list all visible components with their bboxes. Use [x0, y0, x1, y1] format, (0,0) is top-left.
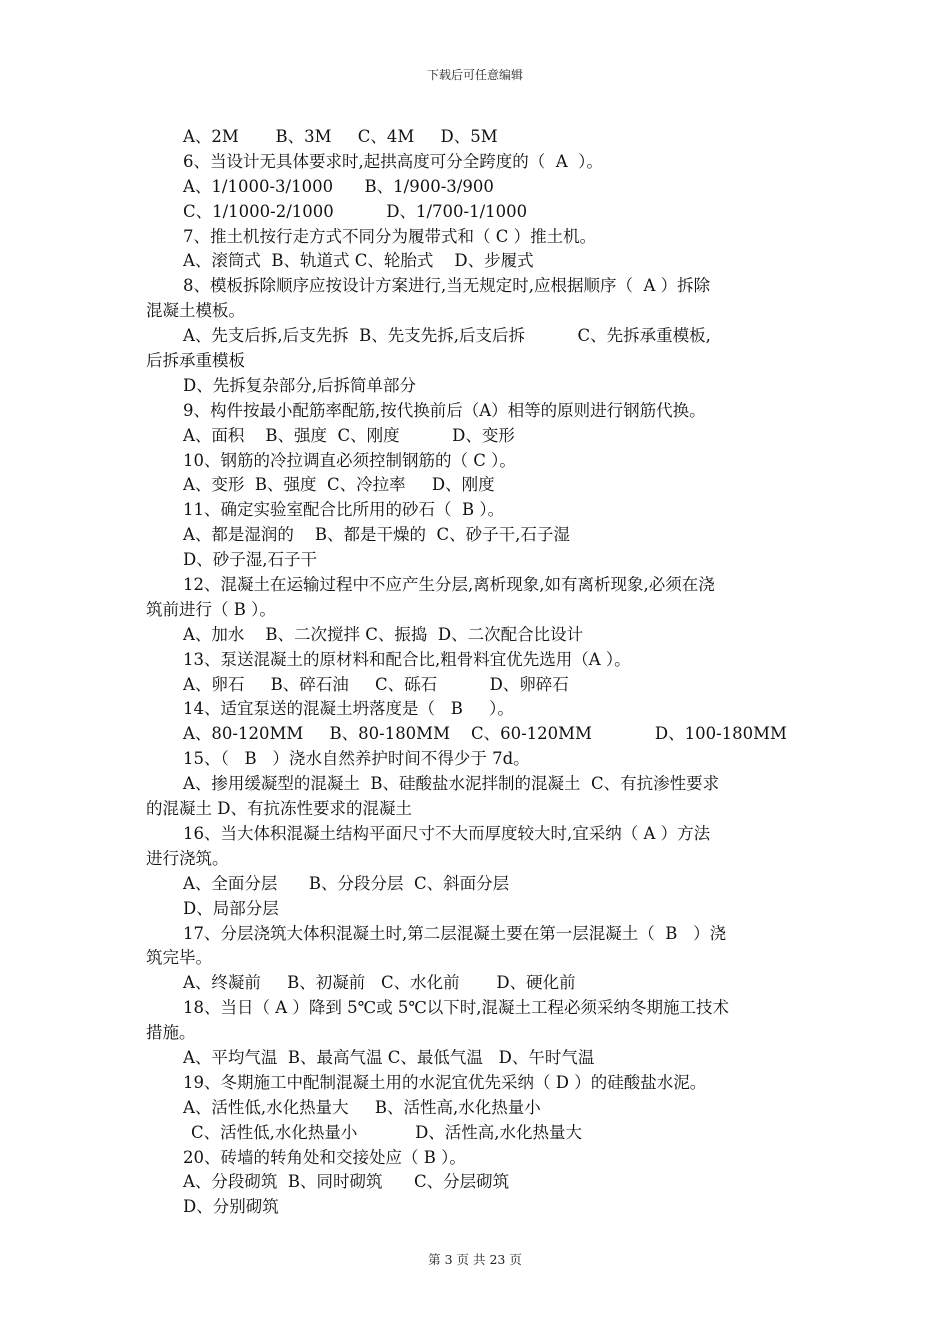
text-line: 进行浇筑。: [146, 848, 229, 868]
text-line: 9、构件按最小配筋率配筋,按代换前后（A）相等的原则进行钢筋代换。: [183, 400, 706, 420]
text-line: A、80-120MM B、80-180MM C、60-120MM D、100-180MM: [183, 724, 787, 744]
text-line: 筑前进行（ B ）。: [146, 599, 276, 619]
text-line: A、终凝前 B、初凝前 C、水化前 D、硬化前: [183, 973, 576, 993]
text-line: A、变形 B、强度 C、冷拉率 D、刚度: [183, 475, 495, 495]
text-line: C、1/1000-2/1000 D、1/700-1/1000: [183, 201, 528, 221]
text-line: 6、当设计无具体要求时,起拱高度可分全跨度的（ A ）。: [183, 151, 603, 171]
page-footer: 第 3 页 共 23 页: [428, 1252, 522, 1267]
text-line: A、全面分层 B、分段分层 C、斜面分层: [183, 873, 510, 893]
text-line: 8、模板拆除顺序应按设计方案进行,当无规定时,应根据顺序（ A ）拆除: [183, 276, 711, 296]
text-line: D、局部分层: [183, 898, 279, 918]
text-line: A、2M B、3M C、4M D、5M: [183, 127, 498, 146]
page-header: 下载后可任意编辑: [426, 68, 523, 82]
text-line: 后拆承重模板: [146, 351, 245, 371]
text-line: 20、砖墙的转角处和交接处应（ B ）。: [183, 1147, 466, 1167]
text-line: 19、冬期施工中配制混凝土用的水泥宜优先采纳（ D ）的硅酸盐水泥。: [183, 1072, 707, 1092]
text-line: 筑完毕。: [146, 948, 212, 968]
text-line: 15、（ B ）浇水自然养护时间不得少于 7d。: [183, 749, 530, 769]
text-line: A、都是湿润的 B、都是干燥的 C、砂子干,石子湿: [183, 525, 570, 545]
text-line: D、分别砌筑: [183, 1197, 279, 1217]
text-line: D、先拆复杂部分,后拆简单部分: [183, 375, 416, 395]
text-line: 12、混凝土在运输过程中不应产生分层,离析现象,如有离析现象,必须在浇: [183, 575, 715, 595]
text-line: 14、适宜泵送的混凝土坍落度是（ B ）。: [183, 699, 514, 719]
text-line: 16、当大体积混凝土结构平面尺寸不大而厚度较大时,宜采纳（ A ）方法: [183, 823, 711, 843]
text-line: 的混凝土 D、有抗冻性要求的混凝土: [146, 799, 412, 819]
text-line: 17、分层浇筑大体积混凝土时,第二层混凝土要在第一层混凝土（ B ）浇: [183, 923, 727, 943]
text-line: A、先支后拆,后支先拆 B、先支先拆,后支后拆 C、先拆承重模板,: [183, 326, 711, 346]
text-line: 措施。: [146, 1023, 196, 1043]
text-line: 18、当日（ A ）降到 5℃或 5℃以下时,混凝土工程必须采纳冬期施工技术: [183, 998, 730, 1018]
text-line: A、分段砌筑 B、同时砌筑 C、分层砌筑: [183, 1172, 510, 1192]
text-line: A、1/1000-3/1000 B、1/900-3/900: [183, 176, 494, 196]
text-line: A、活性低,水化热量大 B、活性高,水化热量小: [183, 1097, 541, 1117]
text-line: A、平均气温 B、最高气温 C、最低气温 D、午时气温: [183, 1047, 595, 1067]
text-line: D、砂子湿,石子干: [183, 550, 317, 570]
document-body: [146, 125, 808, 1220]
text-line: A、滚筒式 B、轨道式 C、轮胎式 D、步履式: [183, 251, 534, 271]
text-line: 混凝土模板。: [146, 301, 245, 321]
text-line: A、掺用缓凝型的混凝土 B、硅酸盐水泥拌制的混凝土 C、有抗渗性要求: [183, 774, 720, 794]
text-line: A、卵石 B、碎石油 C、砾石 D、卵碎石: [183, 674, 569, 694]
text-line: A、面积 B、强度 C、刚度 D、变形: [183, 425, 515, 445]
text-line: 10、钢筋的冷拉调直必须控制钢筋的（ C ）。: [183, 450, 516, 470]
text-line: 7、推土机按行走方式不同分为履带式和（ C ）推土机。: [183, 226, 597, 246]
text-line: A、加水 B、二次搅拌 C、振捣 D、二次配合比设计: [183, 624, 584, 644]
text-line: 11、确定实验室配合比所用的砂石（ B ）。: [183, 500, 505, 520]
text-line: 13、泵送混凝土的原材料和配合比,粗骨料宜优先选用（A ）。: [183, 649, 631, 669]
text-line: C、活性低,水化热量小 D、活性高,水化热量大: [191, 1122, 583, 1142]
